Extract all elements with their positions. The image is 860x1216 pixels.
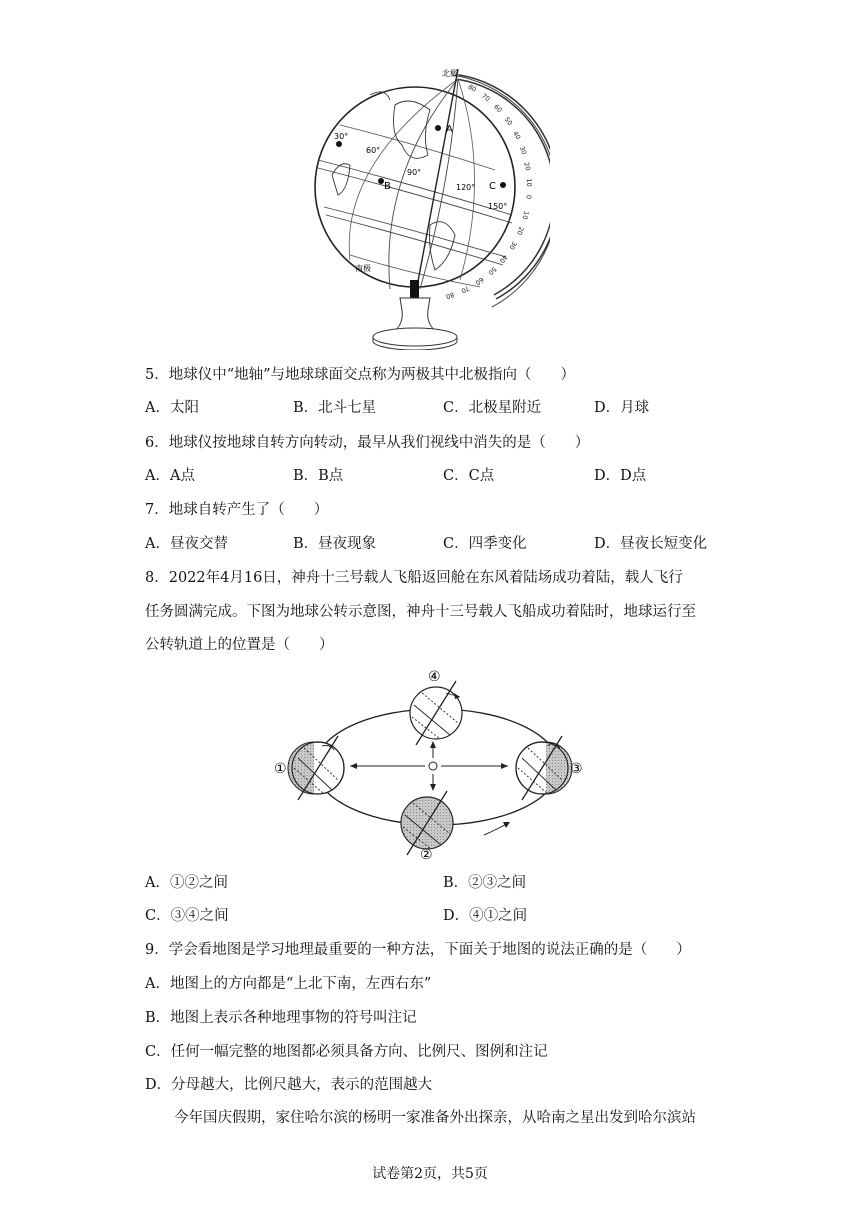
point-a-label: A	[446, 124, 453, 135]
ring-mark: 30	[507, 239, 519, 252]
q8-stem-line-1: 8．2022年4月16日，神舟十三号载人飞船返回舱在东风着陆场成功着陆，载人飞行	[145, 570, 683, 586]
passage-intro: 今年国庆假期，家住哈尔滨的杨明一家准备外出探亲，从哈南之星出发到哈尔滨站	[174, 1110, 696, 1126]
ring-mark: 10	[520, 210, 531, 221]
page-footer: 试卷第2页，共5页	[372, 1166, 488, 1182]
earth-position-2	[401, 791, 453, 855]
point-c-label: C	[489, 181, 496, 192]
q7-stem: 7．地球自转产生了（ ）	[145, 502, 329, 518]
q6-option-c[interactable]: C．C点	[443, 468, 495, 484]
earth-position-3	[516, 736, 572, 800]
globe-pivot	[410, 280, 419, 298]
ring-mark: 70	[480, 91, 492, 104]
ring-mark: 30	[517, 145, 529, 156]
ring-mark: 20	[522, 161, 532, 172]
pos3-label: ③	[570, 761, 583, 777]
ring-mark: 40	[511, 129, 523, 141]
q6-option-b[interactable]: B．B点	[293, 468, 344, 484]
q5-option-a[interactable]: A．太阳	[145, 400, 199, 416]
lon-label-120: 120°	[456, 183, 476, 192]
q5-option-d[interactable]: D．月球	[594, 400, 650, 416]
q8-option-d[interactable]: D．④①之间	[443, 908, 528, 924]
q9-option-d[interactable]: D．分母越大，比例尺越大，表示的范围越大	[145, 1077, 433, 1093]
pos1-label: ①	[274, 761, 287, 777]
sun-marker	[429, 762, 437, 770]
ring-mark: 50	[502, 115, 514, 128]
lon-label-30: 30°	[334, 132, 349, 141]
q7-option-b[interactable]: B．昼夜现象	[293, 536, 377, 552]
ring-mark: 60	[492, 102, 504, 115]
point-a-marker	[435, 125, 441, 131]
ring-mark: 70	[459, 283, 471, 295]
pos4-label: ④	[428, 669, 441, 685]
lon-label-150: 150°	[488, 202, 508, 211]
lon-label-90: 90°	[407, 168, 422, 177]
q8-stem-line-3: 公转轨道上的位置是（ ）	[145, 637, 334, 653]
earth-position-1	[288, 736, 344, 800]
q9-stem: 9．学会看地图是学习地理最重要的一种方法，下面关于地图的说法正确的是（ ）	[145, 942, 691, 958]
lon-label-60: 60°	[366, 146, 381, 155]
orbit-figure	[270, 665, 600, 865]
north-pole-label: 北极	[442, 69, 458, 78]
q9-option-c[interactable]: C．任何一幅完整的地图都必须具备方向、比例尺、图例和注记	[145, 1044, 548, 1060]
q9-option-b[interactable]: B．地图上表示各种地理事物的符号叫注记	[145, 1010, 417, 1026]
globe-base	[373, 328, 457, 346]
ring-mark: 40	[497, 253, 510, 265]
q9-option-a[interactable]: A．地图上的方向都是“上北下南，左西右东”	[145, 976, 432, 992]
ring-mark: 80	[444, 290, 456, 301]
ring-mark: 80	[466, 82, 478, 94]
q5-stem: 5．地球仪中“地轴”与地球球面交点称为两极其中北极指向（ ）	[145, 367, 576, 383]
q5-option-b[interactable]: B．北斗七星	[293, 400, 377, 416]
q7-option-d[interactable]: D．昼夜长短变化	[594, 536, 708, 552]
q7-option-a[interactable]: A．昼夜交替	[145, 536, 228, 552]
q6-stem: 6．地球仪按地球自转方向转动，最早从我们视线中消失的是（ ）	[145, 435, 590, 451]
q6-option-d[interactable]: D．D点	[594, 468, 647, 484]
pos2-label: ②	[420, 847, 433, 863]
ring-mark: 20	[515, 225, 526, 237]
point-d-marker	[336, 141, 342, 147]
south-pole-label: 南极	[355, 264, 371, 273]
q7-option-c[interactable]: C．四季变化	[443, 536, 527, 552]
point-b-label: B	[384, 181, 391, 192]
ring-mark: 50	[486, 265, 499, 277]
q8-option-b[interactable]: B．②③之间	[443, 875, 527, 891]
earth-position-4	[410, 681, 462, 745]
globe-figure	[310, 65, 550, 350]
q6-option-a[interactable]: A．A点	[145, 468, 195, 484]
q8-stem-line-2: 任务圆满完成。下图为地球公转示意图，神舟十三号载人飞船成功着陆时，地球运行至	[145, 604, 696, 620]
ring-mark: 0	[524, 194, 533, 200]
q5-option-c[interactable]: C．北极星附近	[443, 400, 542, 416]
q8-option-c[interactable]: C．③④之间	[145, 908, 229, 924]
ring-mark: 60	[473, 275, 486, 287]
ring-mark: 10	[524, 178, 534, 188]
sun-symbol: ☼	[426, 759, 439, 775]
point-c-marker	[500, 182, 506, 188]
q8-option-a[interactable]: A．①②之间	[145, 875, 228, 891]
